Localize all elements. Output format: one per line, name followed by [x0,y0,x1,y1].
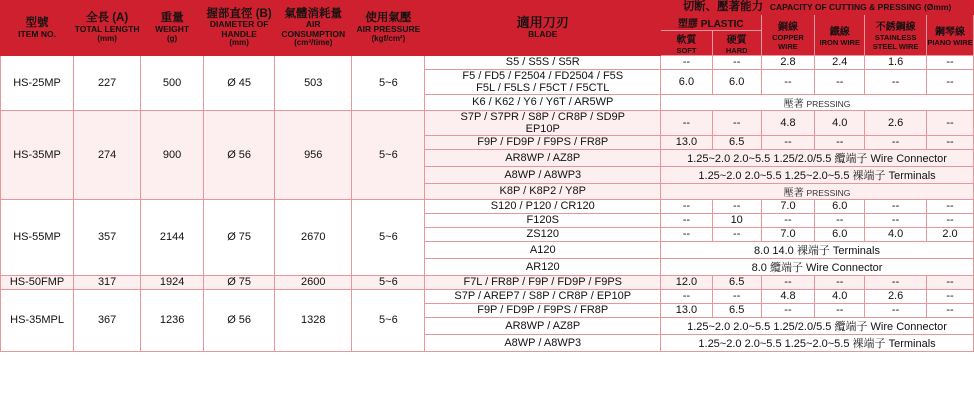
model-weight: 500 [141,55,204,110]
model-weight: 2144 [141,199,204,275]
capacity-iron-wire: 2.4 [815,55,865,69]
capacity-stainless-steel-wire: 2.6 [865,289,927,303]
model-item-no: HS-55MP [1,199,74,275]
model-weight: 1924 [141,275,204,289]
capacity-piano-wire: -- [927,303,974,317]
capacity-plastic-hard: -- [712,289,761,303]
capacity-iron-wire: -- [815,69,865,94]
model-item-no: HS-35MPL [1,289,74,351]
capacity-piano-wire: -- [927,275,974,289]
capacity-copper-wire: 7.0 [761,227,815,241]
table-header [1,1,974,56]
capacity-merged-cell: 1.25~2.0 2.0~5.5 1.25/2.0/5.5 纜端子 Wire Connector [661,149,974,166]
capacity-merged-cell: 壓著 PRESSING [661,183,974,199]
capacity-iron-wire: 6.0 [815,227,865,241]
blade-cell: AR8WP / AZ8P [425,149,661,166]
model-air-pressure: 5~6 [352,275,425,289]
blade-cell: F7L / FR8P / F9P / FD9P / F9PS [425,275,661,289]
capacity-plastic-hard: 6.0 [712,69,761,94]
capacity-stainless-steel-wire: -- [865,69,927,94]
capacity-plastic-soft: -- [661,213,713,227]
model-air-pressure: 5~6 [352,55,425,110]
col-total-length: 全長 (A) TOTAL LENGTH (mm) [74,1,141,56]
model-air-consumption: 2600 [275,275,352,289]
model-item-no: HS-50FMP [1,275,74,289]
capacity-iron-wire: -- [815,275,865,289]
capacity-iron-wire: 4.0 [815,289,865,303]
model-total-length: 357 [74,199,141,275]
col-capacity-group: 切断、壓著能力 CAPACITY OF CUTTING & PRESSING (Ømm) [661,1,974,15]
capacity-stainless-steel-wire: 2.6 [865,110,927,135]
capacity-plastic-hard: -- [712,110,761,135]
model-item-no: HS-25MP [1,55,74,110]
capacity-iron-wire: -- [815,303,865,317]
capacity-stainless-steel-wire: 4.0 [865,227,927,241]
capacity-copper-wire: -- [761,275,815,289]
capacity-merged-cell: 壓著 PRESSING [661,94,974,110]
capacity-copper-wire: -- [761,303,815,317]
capacity-copper-wire: -- [761,69,815,94]
capacity-stainless-steel-wire: 1.6 [865,55,927,69]
capacity-merged-cell: 1.25~2.0 2.0~5.5 1.25~2.0~5.5 裸端子 Terminals [661,334,974,351]
table-row [1,55,974,69]
col-diameter-handle: 握部直徑 (B) DIAMETER OF HANDLE (mm) [204,1,275,56]
blade-cell: S5 / S5S / S5R [425,55,661,69]
capacity-stainless-steel-wire: -- [865,135,927,149]
model-air-consumption: 956 [275,110,352,199]
model-weight: 900 [141,110,204,199]
blade-cell: A8WP / A8WP3 [425,334,661,351]
model-air-pressure: 5~6 [352,199,425,275]
capacity-plastic-hard: -- [712,227,761,241]
capacity-iron-wire: 4.0 [815,110,865,135]
model-total-length: 227 [74,55,141,110]
capacity-plastic-soft: 6.0 [661,69,713,94]
table-row [1,289,974,303]
model-item-no: HS-35MP [1,110,74,199]
col-stainless-steel-wire: 不銹鋼線 STAINLESS STEEL WIRE [865,14,927,55]
capacity-stainless-steel-wire: -- [865,303,927,317]
blade-cell: K6 / K62 / Y6 / Y6T / AR5WP [425,94,661,110]
model-air-consumption: 1328 [275,289,352,351]
col-blade: 適用刀刃 BLADE [425,1,661,56]
model-air-pressure: 5~6 [352,110,425,199]
capacity-plastic-soft: -- [661,55,713,69]
model-total-length: 317 [74,275,141,289]
capacity-plastic-hard: -- [712,199,761,213]
col-iron-wire: 鐵線 IRON WIRE [815,14,865,55]
model-diameter: Ø 56 [204,110,275,199]
capacity-piano-wire: 2.0 [927,227,974,241]
capacity-copper-wire: 7.0 [761,199,815,213]
blade-cell: K8P / K8P2 / Y8P [425,183,661,199]
blade-cell: F9P / FD9P / F9PS / FR8P [425,303,661,317]
blade-cell: A120 [425,241,661,258]
blade-cell: AR8WP / AZ8P [425,317,661,334]
capacity-plastic-soft: -- [661,227,713,241]
capacity-merged-cell: 1.25~2.0 2.0~5.5 1.25/2.0/5.5 纜端子 Wire Connector [661,317,974,334]
capacity-piano-wire: -- [927,55,974,69]
capacity-merged-cell: 8.0 纜端子 Wire Connector [661,258,974,275]
table-row [1,275,974,289]
blade-cell: A8WP / A8WP3 [425,166,661,183]
capacity-copper-wire: 2.8 [761,55,815,69]
model-total-length: 274 [74,110,141,199]
model-diameter: Ø 56 [204,289,275,351]
table-row [1,110,974,135]
blade-cell: F5 / FD5 / F2504 / FD2504 / F5S F5L / F5LS / F5CT / F5CTL [425,69,661,94]
col-plastic-group: 塑膠 PLASTIC [661,14,762,30]
capacity-plastic-hard: 6.5 [712,303,761,317]
capacity-merged-cell: 8.0 14.0 裸端子 Terminals [661,241,974,258]
capacity-copper-wire: 4.8 [761,289,815,303]
col-weight: 重量 WEIGHT (g) [141,1,204,56]
blade-cell: ZS120 [425,227,661,241]
capacity-plastic-soft: 13.0 [661,303,713,317]
capacity-piano-wire: -- [927,69,974,94]
capacity-piano-wire: -- [927,289,974,303]
col-plastic-soft: 軟質 SOFT [661,30,713,55]
capacity-iron-wire: -- [815,213,865,227]
capacity-copper-wire: -- [761,213,815,227]
col-plastic-hard: 硬質 HARD [712,30,761,55]
capacity-plastic-hard: -- [712,55,761,69]
capacity-piano-wire: -- [927,213,974,227]
capacity-plastic-soft: -- [661,199,713,213]
model-weight: 1236 [141,289,204,351]
model-air-consumption: 2670 [275,199,352,275]
model-diameter: Ø 75 [204,199,275,275]
capacity-stainless-steel-wire: -- [865,213,927,227]
capacity-piano-wire: -- [927,199,974,213]
capacity-plastic-soft: -- [661,289,713,303]
capacity-stainless-steel-wire: -- [865,199,927,213]
blade-cell: S120 / P120 / CR120 [425,199,661,213]
capacity-plastic-soft: 13.0 [661,135,713,149]
table-row [1,199,974,213]
table-body [1,55,974,351]
capacity-piano-wire: -- [927,135,974,149]
model-diameter: Ø 75 [204,275,275,289]
capacity-stainless-steel-wire: -- [865,275,927,289]
capacity-copper-wire: 4.8 [761,110,815,135]
capacity-merged-cell: 1.25~2.0 2.0~5.5 1.25~2.0~5.5 裸端子 Terminals [661,166,974,183]
blade-cell: S7P / S7PR / S8P / CR8P / SD9P EP10P [425,110,661,135]
col-copper-wire: 銅線 COPPER WIRE [761,14,815,55]
capacity-copper-wire: -- [761,135,815,149]
blade-cell: F120S [425,213,661,227]
col-item-no: 型號 ITEM NO. [1,1,74,56]
capacity-plastic-hard: 6.5 [712,275,761,289]
capacity-iron-wire: 6.0 [815,199,865,213]
model-air-pressure: 5~6 [352,289,425,351]
capacity-plastic-soft: 12.0 [661,275,713,289]
model-air-consumption: 503 [275,55,352,110]
blade-cell: F9P / FD9P / F9PS / FR8P [425,135,661,149]
col-air-pressure: 使用氣壓 AIR PRESSURE (kgf/cm²) [352,1,425,56]
capacity-plastic-hard: 6.5 [712,135,761,149]
model-diameter: Ø 45 [204,55,275,110]
capacity-plastic-soft: -- [661,110,713,135]
col-piano-wire: 鋼琴線 PIANO WIRE [927,14,974,55]
blade-cell: S7P / AREP7 / S8P / CR8P / EP10P [425,289,661,303]
capacity-piano-wire: -- [927,110,974,135]
model-total-length: 367 [74,289,141,351]
capacity-iron-wire: -- [815,135,865,149]
capacity-plastic-hard: 10 [712,213,761,227]
col-air-consumption: 氣體消耗量 AIR CONSUMPTION (cm³/time) [275,1,352,56]
blade-cell: AR120 [425,258,661,275]
